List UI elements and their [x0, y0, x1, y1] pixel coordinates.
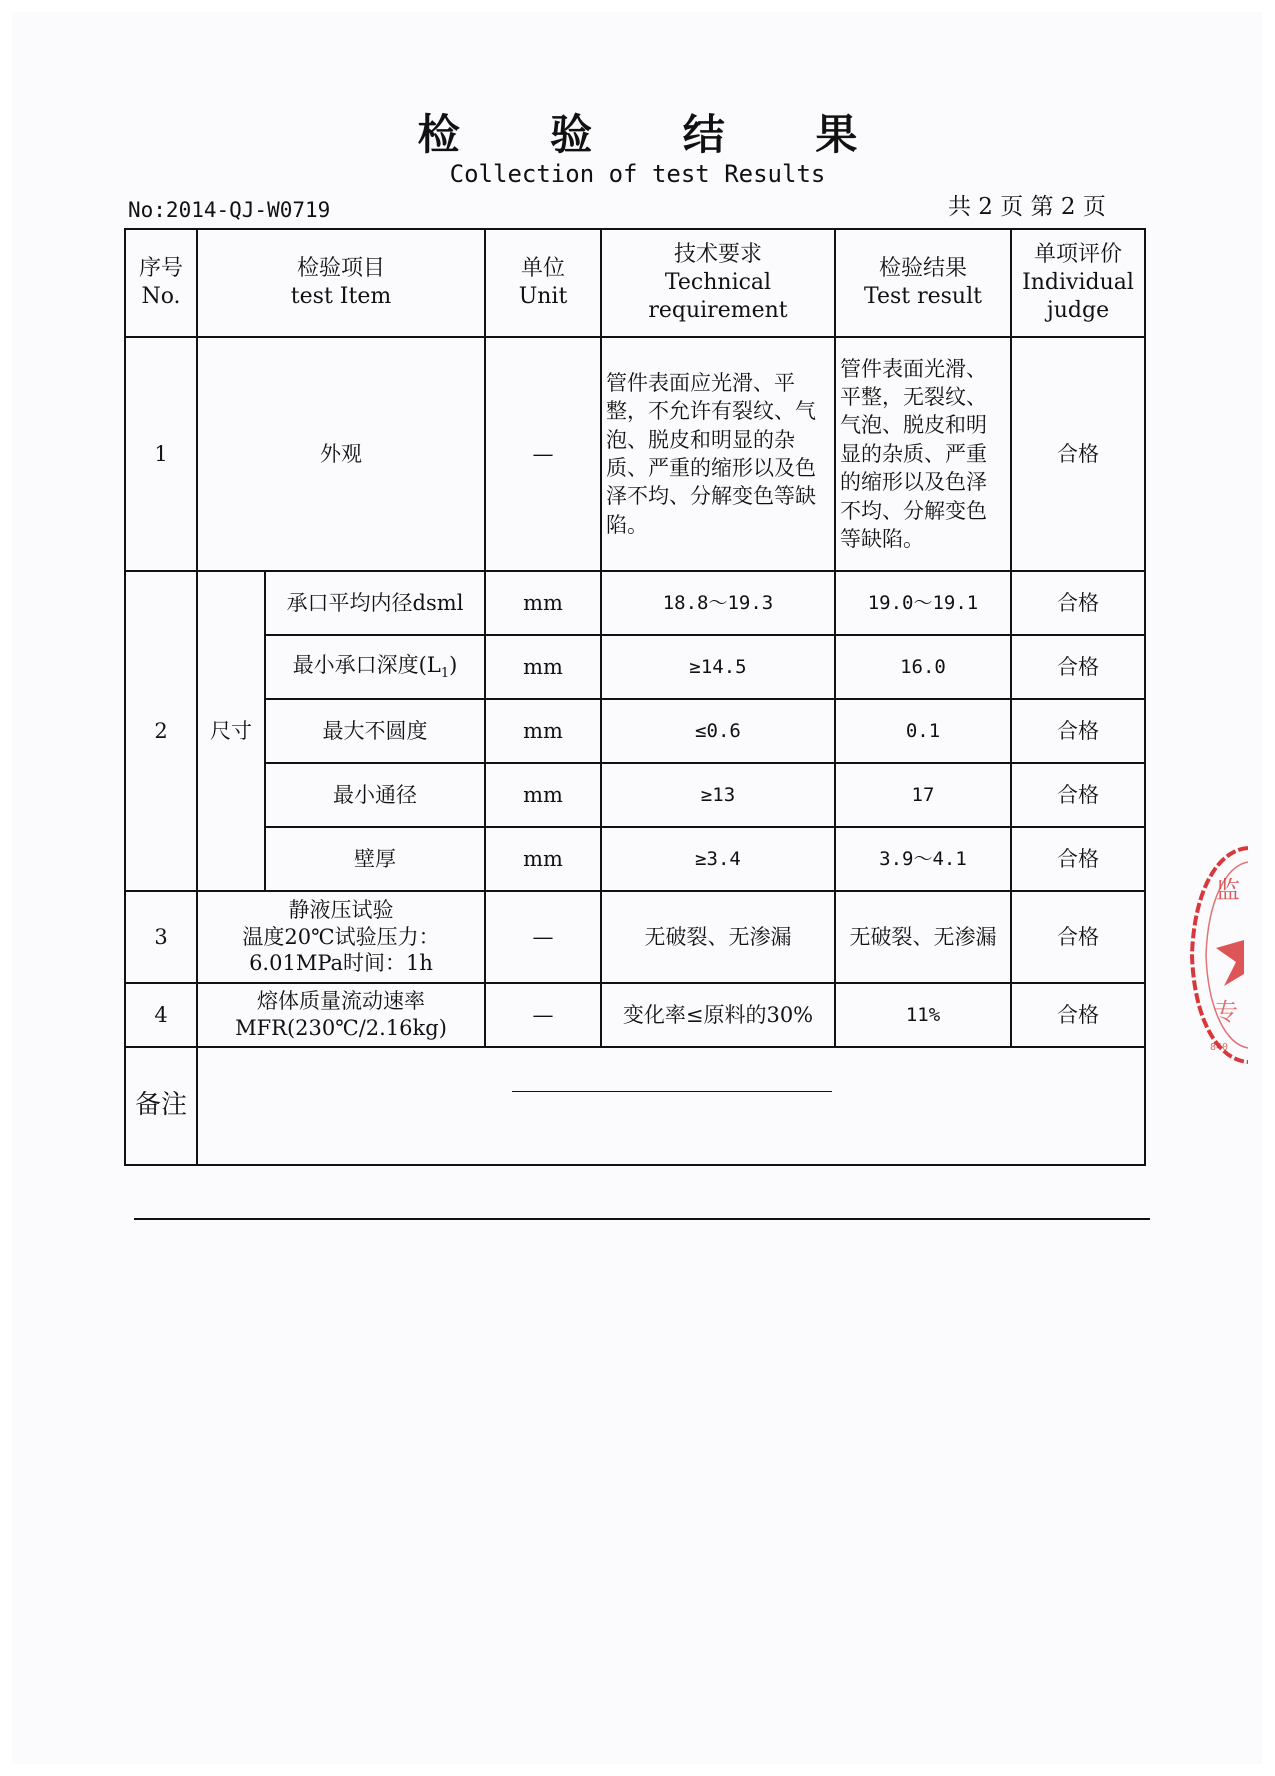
header-req-cn: 技术要求 — [673, 241, 762, 267]
header-no-en: No. — [141, 284, 181, 309]
header-result-cn: 检验结果 — [878, 255, 967, 281]
row1-judge: 合格 — [1011, 337, 1145, 571]
document-number: No:2014-QJ-W0719 — [128, 198, 331, 222]
row3-item — [197, 891, 485, 983]
header-unit-cn: 单位 — [520, 255, 565, 281]
header-unit — [485, 229, 601, 337]
row2-judge: 合格 — [1011, 763, 1145, 827]
document-title: 检 验 结 果 — [417, 110, 896, 159]
row2-item: 壁厚 — [265, 827, 485, 891]
row2-unit: mm — [485, 571, 601, 635]
header-row — [125, 229, 1145, 337]
row4-result: 11% — [835, 983, 1011, 1047]
row2-unit: mm — [485, 635, 601, 699]
header-item-cn: 检验项目 — [296, 255, 385, 281]
row2-item — [265, 571, 485, 635]
row1-item: 外观 — [197, 337, 485, 571]
row2-item-text: 承口平均内径dsml — [286, 590, 464, 615]
header-judge-cn: 单项评价 — [1033, 241, 1122, 267]
table-row-hydrostatic — [125, 891, 1145, 983]
row3-judge: 合格 — [1011, 891, 1145, 983]
row2-item-subscript: 1 — [440, 665, 450, 681]
header-judge — [1011, 229, 1145, 337]
row2-requirement: 18.8～19.3 — [601, 571, 835, 635]
header-item-en: test Item — [290, 284, 392, 309]
results-table — [124, 228, 1146, 1166]
row3-item-line2: 温度20℃试验压力： — [242, 924, 440, 949]
row2-judge: 合格 — [1011, 635, 1145, 699]
row1-no: 1 — [125, 337, 197, 571]
row3-requirement: 无破裂、无渗漏 — [601, 891, 835, 983]
row2-unit: mm — [485, 699, 601, 763]
seal-star — [1216, 940, 1244, 986]
footer-divider — [134, 1218, 1150, 1220]
table-row-appearance — [125, 337, 1145, 571]
row3-result: 无破裂、无渗漏 — [835, 891, 1011, 983]
table-row-dimension — [125, 763, 1145, 827]
seal-glyph-top: 监 — [1216, 876, 1240, 904]
header-result — [835, 229, 1011, 337]
row2-result: 3.9～4.1 — [835, 827, 1011, 891]
table-row-remarks — [125, 1047, 1145, 1165]
header-no-cn: 序号 — [138, 255, 183, 281]
header-unit-en: Unit — [518, 284, 568, 309]
row2-item-end: ) — [449, 652, 458, 677]
header-requirement — [601, 229, 835, 337]
row2-judge: 合格 — [1011, 571, 1145, 635]
header-no — [125, 229, 197, 337]
row2-no: 2 — [125, 571, 197, 891]
row2-item — [265, 635, 485, 699]
row2-requirement: ≥3.4 — [601, 827, 835, 891]
row4-item-line1: 熔体质量流动速率 — [257, 989, 425, 1014]
row2-requirement: ≥14.5 — [601, 635, 835, 699]
row1-result: 管件表面光滑、平整，无裂纹、气泡、脱皮和明显的杂质、严重的缩形以及色泽不均、分解变色等缺陷。 — [835, 337, 1011, 571]
table-row-dimension — [125, 827, 1145, 891]
remarks-content — [197, 1047, 1145, 1165]
row2-result: 19.0～19.1 — [835, 571, 1011, 635]
table-row-mfr — [125, 983, 1145, 1047]
row4-item — [197, 983, 485, 1047]
row2-result: 17 — [835, 763, 1011, 827]
row3-unit: — — [485, 891, 601, 983]
row2-item: 最大不圆度 — [265, 699, 485, 763]
row1-requirement: 管件表面应光滑、平整，不允许有裂纹、气泡、脱皮和明显的杂质、严重的缩形以及色泽不均、分解变色等缺陷。 — [601, 337, 835, 571]
document-subtitle: Collection of test Results — [449, 160, 826, 188]
row4-requirement: 变化率≤原料的30% — [601, 983, 835, 1047]
header-req-en1: Technical — [664, 269, 772, 295]
row3-no: 3 — [125, 891, 197, 983]
header-req-en2: requirement — [648, 298, 788, 324]
header-judge-en2: judge — [1046, 298, 1110, 324]
row2-unit: mm — [485, 763, 601, 827]
row4-no: 4 — [125, 983, 197, 1047]
row2-requirement: ≥13 — [601, 763, 835, 827]
table-row-dimension — [125, 571, 1145, 635]
header-item — [197, 229, 485, 337]
header-judge-en1: Individual — [1022, 269, 1134, 295]
row4-judge: 合格 — [1011, 983, 1145, 1047]
row3-item-line1: 静液压试验 — [288, 897, 394, 922]
row2-judge: 合格 — [1011, 827, 1145, 891]
table-row-dimension — [125, 699, 1145, 763]
row4-unit: — — [485, 983, 601, 1047]
seal-code: 840 — [1210, 1042, 1229, 1053]
remarks-strike-line — [512, 1091, 832, 1092]
row2-result: 0.1 — [835, 699, 1011, 763]
row2-result: 16.0 — [835, 635, 1011, 699]
row2-judge: 合格 — [1011, 699, 1145, 763]
row2-requirement: ≤0.6 — [601, 699, 835, 763]
seal-glyph-bottom: 专 — [1214, 998, 1238, 1026]
row1-unit: — — [485, 337, 601, 571]
table-row-dimension — [125, 635, 1145, 699]
remarks-label: 备注 — [125, 1047, 197, 1165]
row2-group: 尺寸 — [197, 571, 265, 891]
row2-item-text: 最小承口深度(L — [292, 652, 441, 677]
header-result-en: Test result — [864, 284, 982, 309]
row3-item-line3: 6.01MPa时间：1h — [249, 951, 433, 976]
page-info: 共 2 页 第 2 页 — [948, 194, 1106, 220]
row2-item: 最小通径 — [265, 763, 485, 827]
row2-unit: mm — [485, 827, 601, 891]
red-seal-stamp — [1188, 840, 1248, 1070]
row4-item-line2: MFR(230℃/2.16kg) — [235, 1016, 447, 1040]
